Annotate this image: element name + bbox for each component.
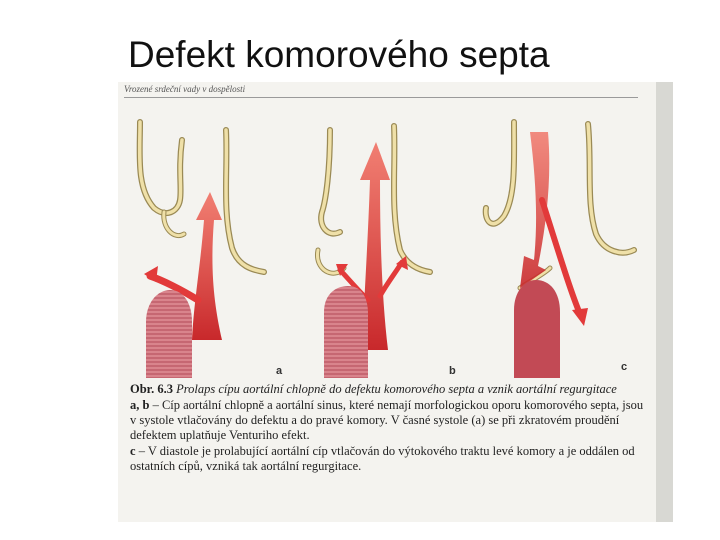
caption-heading	[130, 382, 648, 397]
flow-arrow-a	[192, 192, 222, 340]
aortic-wall-left-a	[140, 122, 182, 213]
panel-label-c: c	[621, 361, 628, 373]
page-edge	[656, 82, 673, 522]
panel-label-a: a	[276, 365, 283, 377]
panel-label-b: b	[449, 365, 456, 377]
book-header: Vrozené srdeční vady v dospělosti	[124, 84, 246, 94]
panel-a	[140, 122, 264, 378]
caption-ab-label: a, b	[130, 398, 150, 412]
septum-b	[324, 286, 368, 378]
caption-paragraph-ab	[130, 398, 648, 443]
caption-c-label: c	[130, 444, 136, 458]
figure-caption	[130, 382, 648, 475]
septum-c	[514, 280, 560, 378]
aortic-wall-left-c	[486, 122, 514, 224]
caption-paragraph-c	[130, 444, 648, 474]
caption-c-text: – V diastole je prolabující aortální cíp vtlačován do výtokového traktu levé komory a je oddálen od ostatních cípů, vzniká tak aortální regurgitace.	[130, 444, 635, 473]
panel-b	[317, 126, 430, 378]
panel-c	[486, 122, 634, 378]
header-divider	[124, 97, 638, 98]
caption-number: Obr. 6.3	[130, 382, 173, 396]
vsd-illustration	[118, 100, 658, 380]
flow-branch-b2	[380, 262, 402, 296]
scanned-figure	[118, 82, 673, 522]
septum-a	[146, 290, 192, 378]
slide-title: Defekt komorového septa	[128, 34, 550, 75]
caption-title: Prolaps cípu aortální chlopně do defektu komorového septa a vznik aortální regurgitace	[176, 382, 617, 396]
caption-ab-text: – Cíp aortální chlopně a aortální sinus, které nemají morfologickou oporu komorového septa, jsou v systole vtlačovány do defektu a do pravé komory. V časné systole (a) se při zkratovém proudění defektem uplatňuje Venturiho efekt.	[130, 398, 644, 442]
